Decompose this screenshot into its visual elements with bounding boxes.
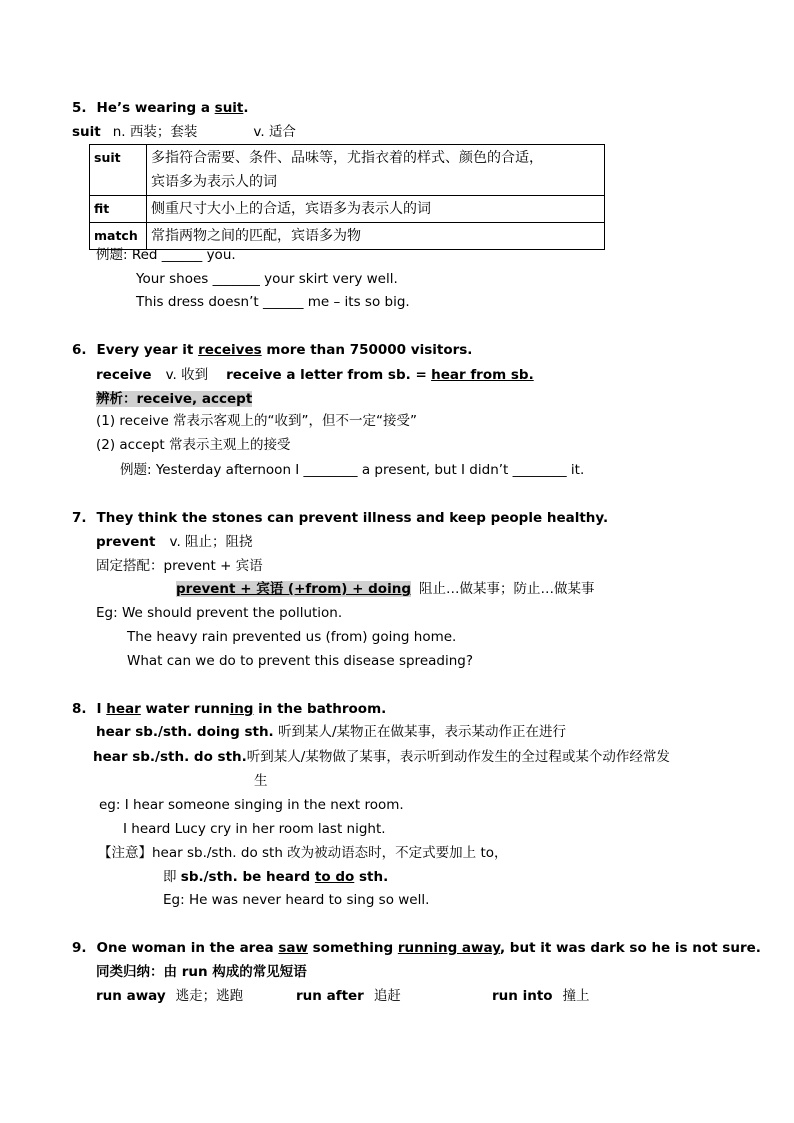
item6-meaning: v. 收到 [165,367,209,383]
item8-sentence-end: in the bathroom. [253,701,387,717]
table-key-cell: match [90,223,147,250]
item6-sentence-end: more than 750000 visitors. [261,342,473,358]
phrase-chinese: 逃走；逃跑 [175,988,244,1004]
item5-verb-meaning: v. 适合 [253,124,296,140]
item7-pattern-formula: prevent + 宾语 (+from) + doing [176,581,411,597]
item5-sentence: He’s wearing a [96,100,215,116]
item7-fixed-collocation: 固定搭配：prevent + 宾语 [96,558,263,574]
suit-fit-match-table [89,144,605,250]
item8-note-label: 【注意】 [98,845,152,861]
table-text-line: 多指符合需要、条件、品味等，尤指衣着的样式、颜色的合适， [151,150,543,166]
item8-rule-2 [93,748,670,766]
table-text-cell [147,145,605,196]
item7-example-2: The heavy rain prevented us (from) going home. [127,629,457,645]
item9-heading [72,939,761,957]
item6-sentence: Every year it [96,342,199,358]
phrase-chinese: 撞上 [562,988,590,1004]
item6-example: 例题: Yesterday afternoon I ________ a present, but I didn’t ________ it. [120,462,585,478]
item7-sentence: They think the stones can prevent illness and keep people healthy. [96,510,609,526]
item8-number: 8. [72,701,87,717]
item8-rule-1 [96,723,566,741]
item8-note-2-keyword: to do [314,869,355,885]
item5-number: 5. [72,100,87,116]
item9-sentence-end: , but it was dark so he is not sure. [499,940,761,956]
item5-example-3: This dress doesn’t ______ me – its so big. [136,294,410,310]
phrase-english: run into [492,988,553,1004]
item6-definition [96,366,534,384]
item8-sentence: I [96,701,107,717]
item8-note-example: Eg: He was never heard to sing so well. [163,892,430,908]
item9-keyword-running-away: running away [397,940,500,956]
item9-phrase-1 [96,987,243,1005]
item8-rule-2-pattern: hear sb./sth. do sth. [93,749,247,765]
item9-phrase-2 [296,987,401,1005]
phrase-chinese: 追赶 [373,988,401,1004]
item8-example-1: eg: I hear someone singing in the next room. [99,797,404,813]
item5-keyword: suit [214,100,244,116]
item6-number: 6. [72,342,87,358]
item7-meaning: v. 阻止；阻挠 [169,534,253,550]
item9-summary: 同类归纳：由 run 构成的常见短语 [96,964,307,980]
item5-definition [72,123,296,141]
item8-note-2 [163,868,388,886]
item8-note-2-pattern: sb./sth. be heard [180,869,315,885]
item8-keyword-ing: ing [229,701,254,717]
item8-rule-1-pattern: hear sb./sth. doing sth. [96,724,274,740]
item8-note-2-prefix: 即 [163,869,181,885]
item6-point-2: (2) accept 常表示主观上的接受 [96,437,291,453]
item7-example-1: Eg: We should prevent the pollution. [96,605,343,621]
item9-sentence: One woman in the area [96,940,279,956]
item9-sentence-mid: something [307,940,398,956]
item8-sentence-mid: water runn [140,701,230,717]
item9-keyword-saw: saw [278,940,308,956]
item6-point-1: (1) receive 常表示客观上的“收到”，但不一定“接受” [96,413,418,429]
item7-heading [72,509,608,527]
item8-heading [72,700,386,718]
item6-phrase-keyword: hear from sb. [431,367,534,383]
table-row [90,145,605,196]
item9-number: 9. [72,940,87,956]
table-text-line: 宾语多为表示人的词 [151,174,277,190]
table-text-cell: 侧重尺寸大小上的合适，宾语多为表示人的词 [147,196,605,223]
item5-example-1: 例题: Red ______ you. [96,247,236,263]
item5-word: suit [72,124,101,140]
item6-analysis-label: 辨析：receive, accept [96,391,253,407]
phrase-english: run away [96,988,166,1004]
item8-note [98,844,508,862]
item5-heading [72,99,249,117]
table-row [90,196,605,223]
item8-example-2: I heard Lucy cry in her room last night. [123,821,386,837]
item5-period: . [243,100,249,116]
item6-heading [72,341,472,359]
item6-analysis [96,390,252,408]
item6-phrase: receive a letter from sb. = [226,367,427,383]
item7-number: 7. [72,510,87,526]
item5-noun-meaning: n. 西装；套装 [112,124,198,140]
table-key-cell: suit [90,145,147,196]
item6-word: receive [96,367,152,383]
item5-example-2: Your shoes _______ your skirt very well. [136,271,398,287]
item8-rule-2-text: 听到某人/某物做了某事，表示听到动作发生的全过程或某个动作经常发 [246,749,670,765]
table-text-cell: 常指两物之间的匹配，宾语多为物 [147,223,605,250]
item6-keyword: receives [198,342,262,358]
item8-keyword-hear: hear [106,701,141,717]
item7-definition [96,533,253,551]
item8-note-text: hear sb./sth. do sth 改为被动语态时，不定式要加上 to， [152,845,508,861]
item8-rule-2-continued: 生 [254,773,268,789]
item7-example-3: What can we do to prevent this disease spreading? [127,653,474,669]
item7-pattern-meaning: 阻止…做某事；防止…做某事 [418,581,595,597]
item7-word: prevent [96,534,156,550]
table-key-cell: fit [90,196,147,223]
item8-rule-1-text: 听到某人/某物正在做某事，表示某动作正在进行 [273,724,567,740]
item8-note-2-end: sth. [354,869,389,885]
phrase-english: run after [296,988,364,1004]
item7-pattern [176,580,594,598]
item9-phrase-3 [492,987,590,1005]
